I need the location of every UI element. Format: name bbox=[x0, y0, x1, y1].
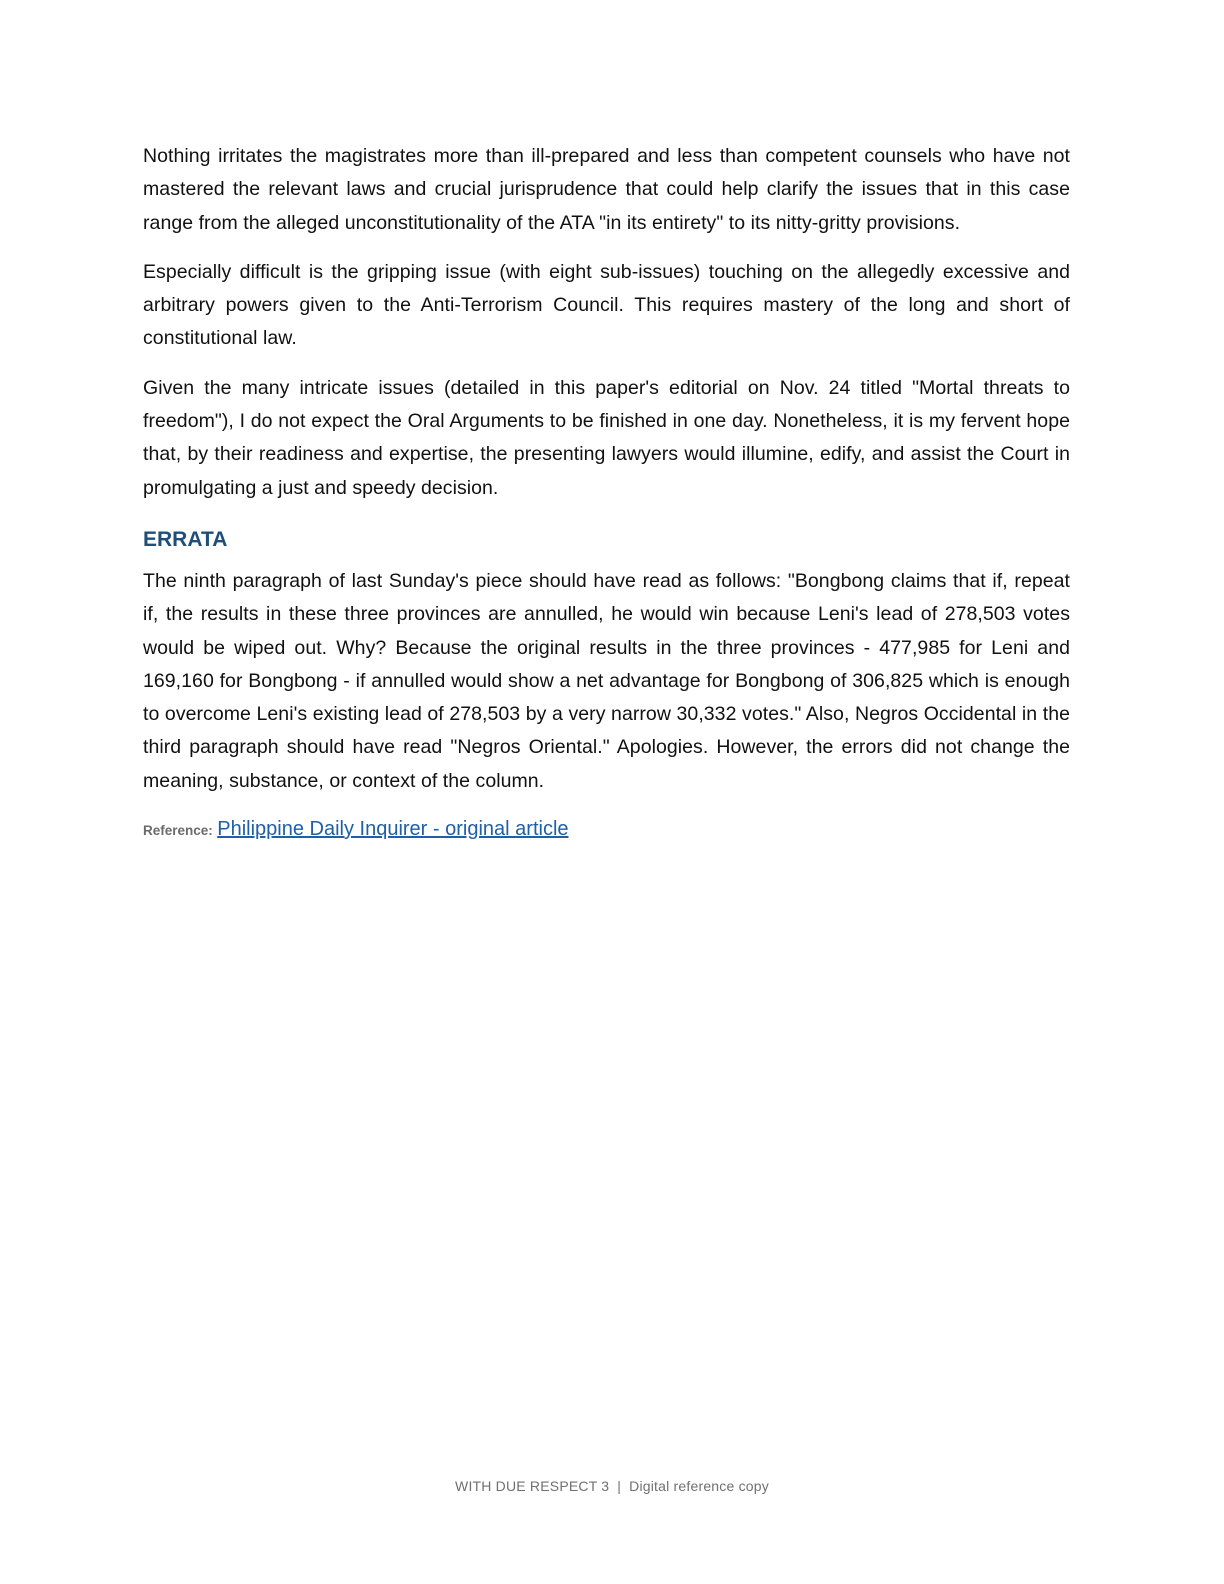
document-body bbox=[143, 140, 1070, 846]
errata-heading: ERRATA bbox=[143, 527, 228, 551]
body-paragraph-3: Given the many intricate issues (detailed in this paper's editorial on Nov. 24 titled "Mortal threats to freedom"), I do not expect the Oral Arguments to be finished in one day. Nonetheless, it is my fervent hope that, by their readiness and expertise, the presenting lawyers would illumine, edify, and assist the Court in promulgating a just and speedy decision. bbox=[143, 376, 1070, 499]
footer-copy-note: Digital reference copy bbox=[629, 1478, 769, 1494]
body-paragraph-2: Especially difficult is the gripping issue (with eight sub-issues) touching on the allegedly excessive and arbitrary powers given to the Anti-Terrorism Council. This requires mastery of the long and short of constitutional law. bbox=[143, 260, 1070, 350]
reference-link[interactable]: Philippine Daily Inquirer - original article bbox=[217, 818, 569, 841]
reference-label: Reference: bbox=[143, 823, 213, 839]
body-paragraph-1: Nothing irritates the magistrates more than ill-prepared and less than competent counsels who have not mastered the relevant laws and crucial jurisprudence that could help clarify the issues that in this case range from the alleged unconstitutionality of the ATA "in its entirety" to its nitty-gritty provisions. bbox=[143, 145, 1070, 234]
errata-paragraph: The ninth paragraph of last Sunday's piece should have read as follows: "Bongbong claims that if, repeat if, the results in these three provinces are annulled, he would win because Leni's lead of 278,503 votes would be wiped out. Why? Because the original results in the three provinces - 477,985 for Leni and 169,160 for Bongbong - if annulled would show a net advantage for Bongbong of 306,825 which is enough to overcome Leni's existing lead of 278,503 by a very narrow 30,332 votes." Also, Negros Occidental in the third paragraph should have read "Negros Oriental." Apologies. However, the errors did not change the meaning, substance, or context of the column. bbox=[143, 569, 1070, 792]
footer-separator: | bbox=[617, 1478, 622, 1494]
reference-line bbox=[143, 814, 1070, 846]
footer-page-label: WITH DUE RESPECT 3 bbox=[455, 1478, 610, 1494]
page-footer bbox=[0, 1478, 1224, 1494]
